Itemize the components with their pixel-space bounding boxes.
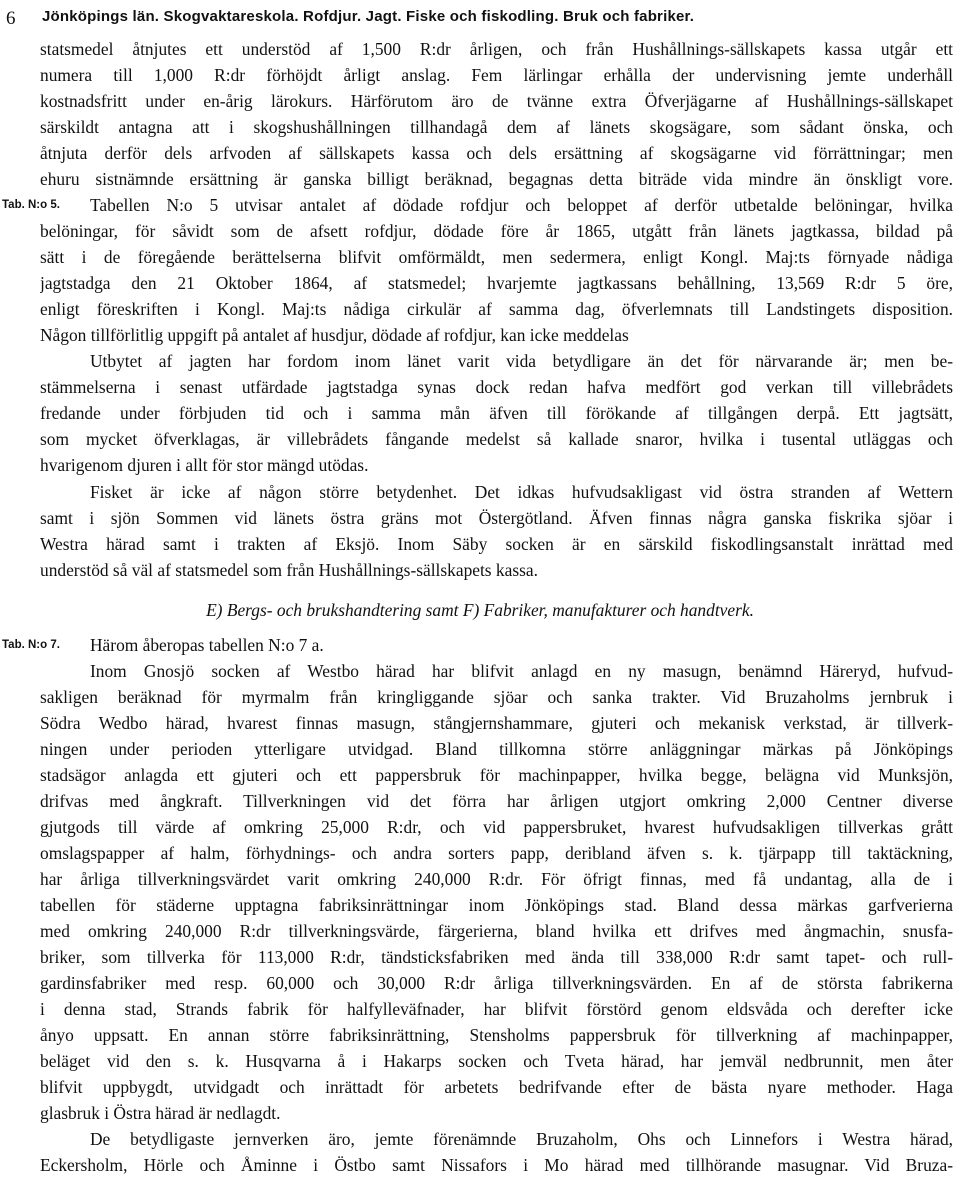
page-number: 6 (6, 8, 16, 29)
text-line: med omkring 240,000 R:dr tillverkningsvärde, färgerierna, bland hvilka ett drifves med ångmachin, snusfa- (40, 921, 953, 941)
text-line: ehuru sistnämnde ersättning är ganska billigt beräknad, begagnas detta biträde vida mindre än önskligt vore. (40, 169, 953, 189)
text-line: Tabellen N:o 5 utvisar antalet af dödade rofdjur och beloppet af derför utbetalde belöningar, hvilka (90, 195, 953, 215)
text-line: Fisket är icke af någon större betydenhet. Det idkas hufvudsakligast vid östra stranden af Wettern (90, 482, 953, 502)
text-line: särskildt antagna att i skogshushållningen tillhandagå dem af länets skogsägare, som sådant önska, och (40, 117, 953, 137)
text-line: ningen under perioden ytterligare utvidgad. Bland tillkomna större anläggningar märkas på Jönköpings (40, 739, 953, 759)
text-line: numera till 1,000 R:dr förhöjdt årligt anslag. Fem lärlingar erhålla der undervisning jemte underhåll (40, 65, 953, 85)
text-line: gjutgods till värde af omkring 25,000 R:dr, och vid pappersbruket, hvarest hufvudsakligen tillverkas grått (40, 817, 953, 837)
text-line: beläget vid den s. k. Husqvarna å i Hakarps socken och Tveta härad, har jemväl nedbrunnit, men åter (40, 1051, 953, 1071)
text-line: Härom åberopas tabellen N:o 7 a. (90, 635, 324, 655)
text-line: drifvas med ångkraft. Tillverkningen vid det förra har årligen utgjort omkring 2,000 Centner diverse (40, 791, 953, 811)
text-line: understöd så väl af statsmedel som från Hushållnings-sällskapets kassa. (40, 560, 538, 580)
text-line: glasbruk i Östra härad är nedlagdt. (40, 1103, 281, 1123)
text-line: sakligen beräknad för myrmalm från kringliggande sjöar och sanka trakter. Vid Bruzaholms jernbruk i (40, 687, 953, 707)
text-line: ånyo uppsatt. En annan större fabriksinrättning, Stensholms pappersbruk för tillverkning af machinpapper, (40, 1025, 953, 1045)
text-line: Westra härad samt i trakten af Eksjö. Inom Säby socken är en särskild fiskodlingsanstalt inrättad med (40, 534, 953, 554)
text-line: omslagspapper af halm, förhydnings- och andra sorters papp, deribland äfven s. k. tjärpapp till taktäckning, (40, 843, 953, 863)
text-line: stämmelserna i senast utfärdade jagtstadga synas dock redan hafva medfört god verkan till villebrådets (40, 377, 953, 397)
text-line: kostnadsfritt under en-årig lärokurs. Härförutom äro de tvänne extra Öfverjägarne af Hushållnings-sällskapet (40, 91, 953, 111)
text-line: tabellen för städerne upptagna fabriksinrättningar inom Jönköpings stad. Bland dessa märkas garfverierna (40, 895, 953, 915)
text-line: statsmedel åtnjutes ett understöd af 1,500 R:dr årligen, och från Hushållnings-sällskapets kassa utgår ett (40, 39, 953, 59)
text-line: samt i sjön Sommen vid länets östra gräns mot Östergötland. Äfven finnas några ganska fiskrika sjöar i (40, 508, 953, 528)
text-line: De betydligaste jernverken äro, jemte förenämnde Bruzaholm, Ohs och Linnefors i Westra härad, (90, 1129, 953, 1149)
text-line: Södra Wedbo härad, hvarest finnas masugn, stångjernshammare, gjuteri och mekanisk verkstad, är tillverk- (40, 713, 953, 733)
text-line: Någon tillförlitlig uppgift på antalet af husdjur, dödade af rofdjur, kan icke meddelas (40, 325, 629, 345)
header-title: Jönköpings län. Skogvaktareskola. Rofdjur. Jagt. Fiske och fiskodling. Bruk och fabriker. (42, 8, 695, 25)
section-heading: E) Bergs- och brukshandtering samt F) Fabriker, manufakturer och handtverk. (206, 600, 754, 620)
text-line: belöningar, för såvidt som de afsett rofdjur, dödade före år 1865, utgått från länets jagtkassa, bildad på (40, 221, 953, 241)
text-line: briker, som tillverka för 113,000 R:dr, tändsticksfabriken med ända till 338,000 R:dr samt tapet- och rull- (40, 947, 953, 967)
text-line: åtnjuta derför dels arfvoden af sällskapets kassa och dels ersättning af skogsägarne vid förrättningar; men (40, 143, 953, 163)
text-line: hvarigenom djuren i allt för stor mängd utödas. (40, 455, 369, 475)
text-line: stadsägor anlagda ett gjuteri och ett pappersbruk för machinpapper, hvilka begge, belägna vid Munksjön, (40, 765, 953, 785)
margin-note: Tab. N:o 7. (2, 639, 60, 651)
text-line: fredande under förbjuden tid och i samma mån äfven till förökande af tillgången derpå. Ett jagtsätt, (40, 403, 953, 423)
text-line: Utbytet af jagten har fordom inom länet varit vida betydligare än det för närvarande är; men be- (90, 351, 953, 371)
text-line: sätt i de föregående berättelserna blifvit omförmäldt, men sedermera, enligt Kongl. Maj:ts förnyade nådiga (40, 247, 953, 267)
text-line: gardinsfabriker med resp. 60,000 och 30,000 R:dr årliga tillverkningsvärden. En af de största fabrikerna (40, 973, 953, 993)
running-header (0, 8, 960, 32)
text-line: blifvit uppbygdt, utvidgadt och inrättadt för arbetets bedrifvande efter de bästa nyare methoder. Haga (40, 1077, 953, 1097)
text-line: jagtstadga den 21 Oktober 1864, af statsmedel; hvarjemte jagtkassans behållning, 13,569 R:dr 5 öre, (40, 273, 953, 293)
text-line: i denna stad, Strands fabrik för halfylleväfnader, har blifvit förstörd genom eldsvåda och derefter icke (40, 999, 953, 1019)
margin-note: Tab. N:o 5. (2, 199, 60, 211)
text-line: har årliga tillverkningsvärdet varit omkring 240,000 R:dr. För öfrigt finnas, med få undantag, alla de i (40, 869, 953, 889)
text-line: Inom Gnosjö socken af Westbo härad har blifvit anlagd en ny masugn, benämnd Häreryd, hufvud- (90, 661, 953, 681)
text-line: som mycket öfverklagas, är villebrådets fångande medelst så kallade snaror, hvilka i tusental utläggas och (40, 429, 953, 449)
text-line: Eckersholm, Hörle och Åminne i Östbo samt Nissafors i Mo härad med tillhörande masugnar. Vid Bruza- (40, 1155, 953, 1175)
text-line: enligt föreskriften i Kongl. Maj:ts nådiga cirkulär af samma dag, öfverlemnats till Landstingets disposition. (40, 299, 953, 319)
